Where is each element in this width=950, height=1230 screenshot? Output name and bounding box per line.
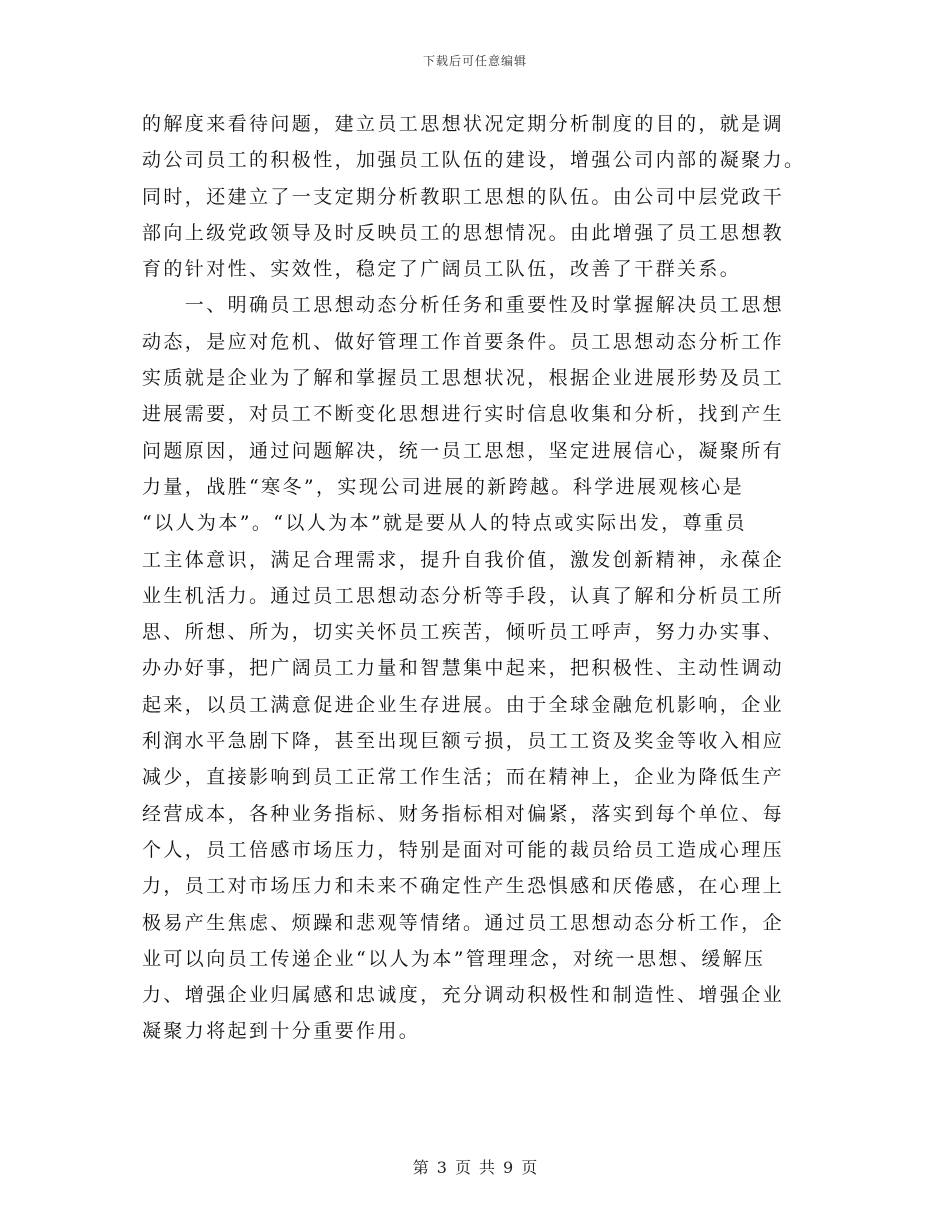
total-unit: 页 bbox=[521, 1158, 538, 1177]
text-line: 个人，员工倍感市场压力，特别是面对可能的裁员给员工造成心理压 bbox=[142, 838, 785, 861]
text-line: 问题原因，通过问题解决，统一员工思想，坚定进展信心，凝聚所有 bbox=[142, 439, 785, 462]
text-line: 业可以向员工传递企业“以人为本”管理理念，对统一思想、缓解压 bbox=[142, 947, 766, 970]
header-text: 下载后可任意编辑 bbox=[422, 54, 527, 68]
page-number: 3 bbox=[436, 1158, 447, 1177]
text-line: 部向上级党政领导及时反映员工的思想情况。由此增强了员工思想教 bbox=[142, 221, 785, 244]
text-line: “以人为本”。“以人为本”就是要从人的特点或实际出发，尊重员 bbox=[142, 512, 747, 535]
text-line: 工主体意识，满足合理需求，提升自我价值，激发创新精神，永葆企 bbox=[142, 548, 785, 571]
text-line: 力，员工对市场压力和未来不确定性产生恐惧感和厌倦感，在心理上 bbox=[142, 875, 785, 898]
text-line: 思、所想、所为，切实关怀员工疾苦，倾听员工呼声，努力办实事、 bbox=[142, 621, 785, 644]
total-label: 共 bbox=[479, 1158, 496, 1177]
page-header bbox=[0, 52, 950, 69]
text-line: 同时，还建立了一支定期分析教职工思想的队伍。由公司中层党政干 bbox=[142, 185, 785, 208]
text-line: 减少，直接影响到员工正常工作生活；而在精神上，企业为降低生产 bbox=[142, 766, 785, 789]
page-unit: 页 bbox=[454, 1158, 471, 1177]
text-line: 力量，战胜“寒冬”，实现公司进展的新跨越。科学进展观核心是 bbox=[142, 475, 745, 498]
page-label: 第 bbox=[412, 1158, 429, 1177]
document-body bbox=[142, 106, 804, 1050]
text-line: 利润水平急剧下降，甚至出现巨额亏损，员工工资及奖金等收入相应 bbox=[142, 730, 785, 753]
text-line: 业生机活力。通过员工思想动态分析等手段，认真了解和分析员工所 bbox=[142, 584, 785, 607]
text-line: 育的针对性、实效性，稳定了广阔员工队伍，改善了干群关系。 bbox=[142, 258, 742, 281]
page-footer bbox=[0, 1155, 950, 1178]
text-line: 动公司员工的积极性，加强员工队伍的建设，增强公司内部的凝聚力。 bbox=[142, 149, 806, 172]
text-line: 实质就是企业为了解和掌握员工思想状况，根据企业进展形势及员工 bbox=[142, 367, 785, 390]
text-line: 极易产生焦虑、烦躁和悲观等情绪。通过员工思想动态分析工作，企 bbox=[142, 911, 785, 934]
text-line: 进展需要，对员工不断变化思想进行实时信息收集和分析，找到产生 bbox=[142, 403, 785, 426]
text-line: 凝聚力将起到十分重要作用。 bbox=[142, 1020, 421, 1043]
text-line: 力、增强企业归属感和忠诚度，充分调动积极性和制造性、增强企业 bbox=[142, 984, 785, 1007]
text-line: 经营成本，各种业务指标、财务指标相对偏紧，落实到每个单位、每 bbox=[142, 802, 785, 825]
text-line: 动态，是应对危机、做好管理工作首要条件。员工思想动态分析工作 bbox=[142, 330, 785, 353]
text-line: 一、明确员工思想动态分析任务和重要性及时掌握解决员工思想 bbox=[142, 294, 785, 317]
total-pages: 9 bbox=[503, 1158, 514, 1177]
text-line: 办办好事，把广阔员工力量和智慧集中起来，把积极性、主动性调动 bbox=[142, 657, 785, 680]
text-line: 起来，以员工满意促进企业生存进展。由于全球金融危机影响，企业 bbox=[142, 693, 785, 716]
text-line: 的解度来看待问题，建立员工思想状况定期分析制度的目的，就是调 bbox=[142, 113, 785, 135]
